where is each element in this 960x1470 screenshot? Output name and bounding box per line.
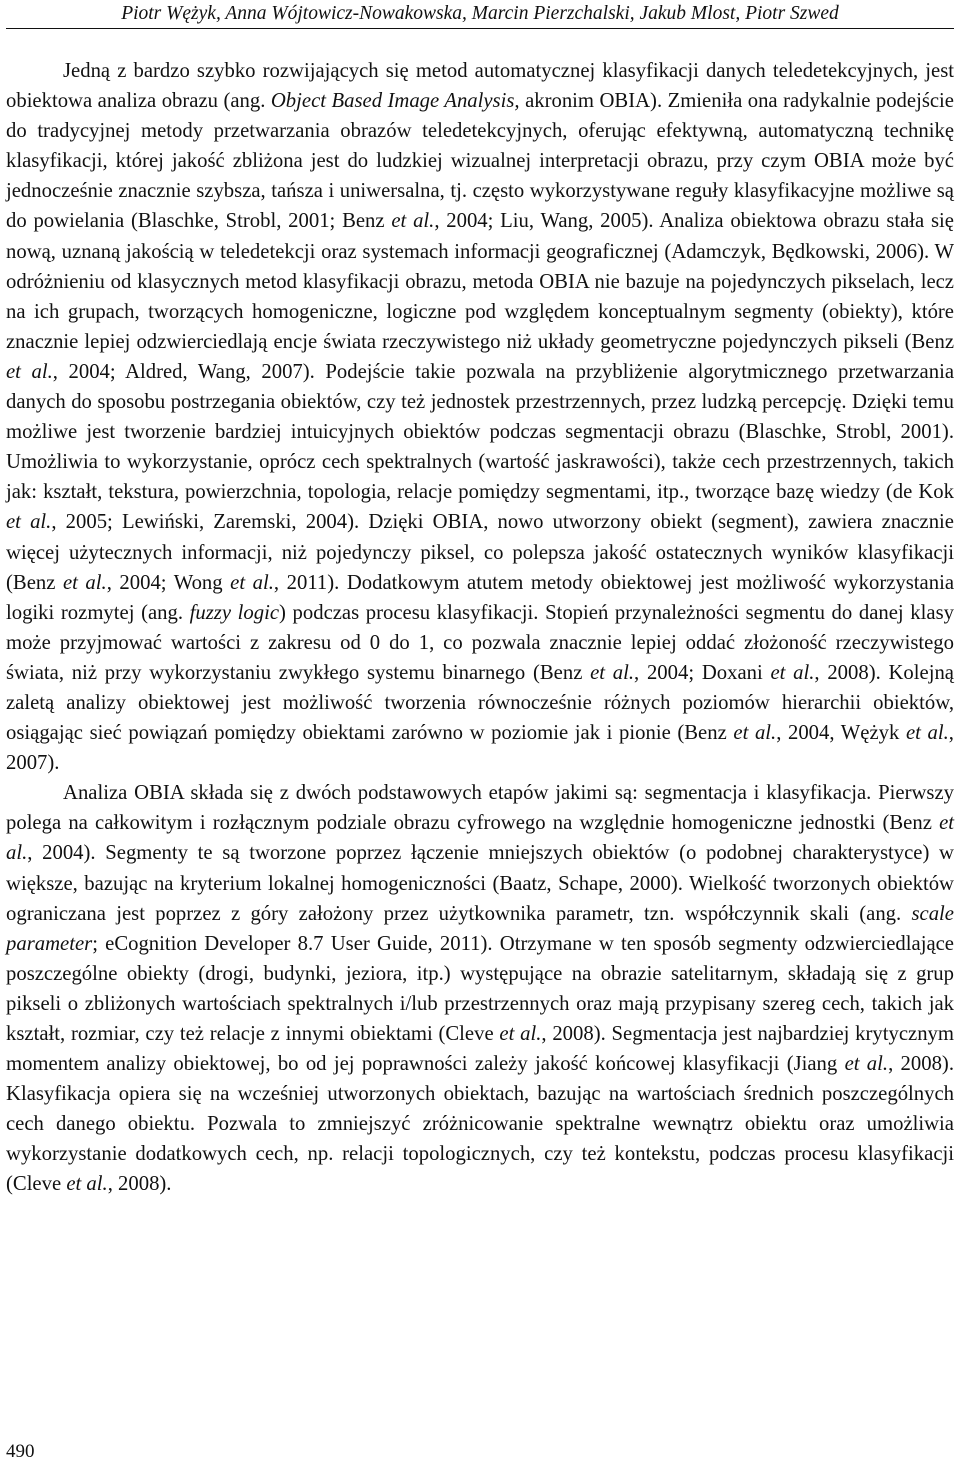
paragraph [6,56,954,778]
italic-text-run: et al. [6,511,52,534]
italic-text-run: et al. [230,571,274,594]
italic-text-run: et al. [770,661,815,684]
italic-text-run: et al. [6,360,53,383]
italic-text-run: et al. [844,1053,889,1076]
text-run: ; eCognition Developer 8.7 User Guide, 2011). Otrzymane w ten sposób segmenty odzwierciedlające poszczególne obiekty (drogi, budynki, jeziora, itp.) występujące na obrazie satelitarnym, składają się z grup pikseli o zbliżonych wartościach spektralnych i/lub przestrzennych oraz mają przypisany szereg cech, takich jak kształt, rozmiar, czy też relacje z innymi obiektami (Cleve [6,932,954,1045]
italic-text-run: et al. [590,661,635,684]
text-run: Analiza OBIA składa się z dwóch podstawowych etapów jakimi są: segmentacja i klasyfikacja. Pierwszy polega na całkowitym i rozłącznym podziale obrazu cyfrowego na względnie homogeniczne jednostki (Benz [6,782,954,835]
italic-text-run: et al. [905,722,949,745]
text-run: , 2004, Wężyk [776,722,906,745]
article-body [6,56,954,1200]
text-run: , 2004). Segmenty te są tworzone poprzez łączenie mniejszych obiektów (o podobnej charakterystyce) w większe, bazując na kryterium lokalnej homogeniczności (Baatz, Schape, 2000). Wielkość tworzonych obiektów ograniczana jest poprzez z góry założony przez użytkownika parametr, tzn. współczynnik skali (ang. [6,842,954,925]
italic-text-run: et al. [66,1173,108,1196]
paragraph [6,778,954,1199]
header-authors: Piotr Wężyk, Anna Wójtowicz-Nowakowska, Marcin Pierzchalski, Jakub Mlost, Piotr Szwed [121,3,839,24]
text-run: Jedną z bardzo szybko rozwijających się metod automatycznej klasyfikacji danych teledetekcyjnych, jest obiektowa analiza obrazu (ang. [6,60,954,113]
running-header [6,2,954,29]
italic-text-run: et al. [62,571,107,594]
italic-text-run: scale parameter [6,902,954,955]
italic-text-run: et al. [499,1023,542,1045]
text-run: , 2008). Kolejną zaletą analizy obiektowej jest możliwość tworzenia równocześnie różnych poziomów hierarchii obiektów, osiągając sieć powiązań pomiędzy obiektami zarówno w poziomie jak i pionie (Benz [6,661,954,745]
text-run: , 2008). [107,1173,172,1196]
text-run: akronim OBIA). Zmieniła ona radykalnie podejście do tradycyjnej metody przetwarzania obrazów teledetekcyjnych, oferując efektywną, automatyczną technikę klasyfikacji, której jakość zbliżona jest do ludzkiej wizualnej interpretacji obrazu, przy czym OBIA może być jednocześnie znacznie szybsza, tańsza i uniwersalna, tj. często wykorzystywane reguły klasyfikacyjne możliwe są do powielania (Blaschke, Strobl, 2001; Benz [6,90,954,233]
italic-text-run: Object Based Image Analysis, [270,90,520,113]
italic-text-run: et al. [6,812,954,865]
text-run: , 2005; Lewiński, Zaremski, 2004). Dzięki OBIA, nowo utworzony obiekt (segment), zawiera znacznie więcej użytecznych informacji, niż pojedynczy piksel, co polepsza jakość ostatecznych wyników klasyfikacji (Benz [6,511,954,594]
text-run: , 2004; Liu, Wang, 2005). Analiza obiektowa obrazu stała się nową, uznaną jakością w teledetekcji oraz systemach informacji geograficznej (Adamczyk, Będkowski, 2006). W odróżnieniu od klasycznych metod klasyfikacji obrazu, metoda OBIA nie bazuje na pojedynczych pikselach, lecz na ich grupach, tworzących homogeniczne, logiczne pod względem konceptualnym segmenty (obiekty), które znacznie lepiej odzwierciedlają encje świata rzeczywistego niż układy geometryczne pojedynczych pikseli (Benz [6,210,954,353]
italic-text-run: et al. [733,722,777,745]
text-run: , 2004; Aldred, Wang, 2007). Podejście takie pozwala na przybliżenie algorytmicznego przetwarzania danych do sposobu postrzegania obiektów, czy też jednostek przestrzennych, przez ludzką percepcję. Dzięki temu możliwe jest tworzenie bardziej intuicyjnych obiektów podczas segmentacji obrazu (Blaschke, Strobl, 2001). Umożliwia to wykorzystanie, oprócz cech spektralnych (wartość jaskrawości), także cech przestrzennych, takich jak: kształt, tekstura, powierzchnia, topologia, relacje pomiędzy segmentami, itp., tworzące bazę wiedzy (de Kok [6,360,955,504]
text-run: , 2007). [6,722,954,775]
text-run: , 2008). Klasyfikacja opiera się na wcześniej utworzonych obiektach, bazując na wartościach średnich poszczególnych cech danego obiektu. Pozwala to zmniejszyć zróżnicowanie spektralne wewnątrz obiektu oraz umożliwia wykorzystanie dodatkowych cech, np. relacji topologicznych, czy też kontekstu, podczas procesu klasyfikacji (Cleve [6,1053,954,1196]
italic-text-run: fuzzy logic [189,601,280,624]
text-run: , 2011). Dodatkowym atutem metody obiektowej jest możliwość wykorzystania logiki rozmytej (ang. [6,571,955,624]
text-run: ) podczas procesu klasyfikacji. Stopień przynależności segmentu do danej klasy może przyjmować wartości z zakresu od 0 do 1, co pozwala znacznie lepiej oddać złożoność rzeczywistego świata, niż przy wykorzystaniu zwykłego systemu binarnego (Benz [6,601,954,684]
text-run: , 2008). Segmentacja jest najbardziej krytycznym momentem analizy obiektowej, bo od jej poprawności zależy jakość końcowej klasyfikacji (Jiang [6,1023,954,1076]
text-run: , 2004; Doxani [634,661,771,684]
text-run: , 2004; Wong [106,571,231,594]
italic-text-run: et al. [391,210,435,233]
page-number: 490 [6,1441,35,1462]
